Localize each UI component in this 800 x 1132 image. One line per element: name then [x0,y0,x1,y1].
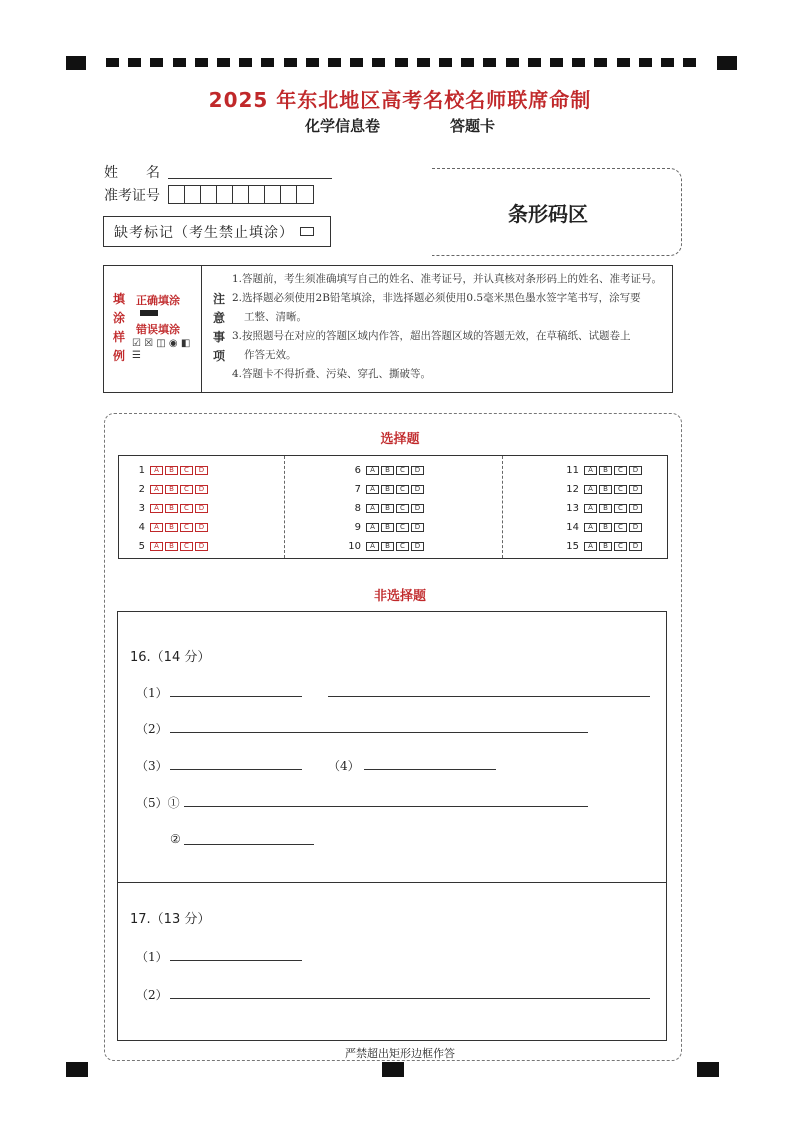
option-bubble-c[interactable]: C [614,504,627,513]
option-bubble-a[interactable]: A [366,523,379,532]
page-subtitle [0,115,800,136]
option-bubble-b[interactable]: B [165,466,178,475]
question-number: 2 [138,483,145,495]
choice-question-13 [563,502,644,514]
instructions-panel [103,265,673,393]
timing-mark [395,58,408,67]
heading-char: 填 [112,292,125,306]
timing-mark [128,58,141,67]
timing-mark [439,58,452,67]
timing-mark [528,58,541,67]
choice-question-14 [563,521,644,533]
choice-question-4 [129,521,210,533]
question-16-title: 16.（14 分） [130,650,211,665]
q17-part-label: （1） [136,950,168,964]
option-bubble-b[interactable]: B [381,542,394,551]
option-bubble-d[interactable]: D [629,504,642,513]
exam-id-digit-box[interactable] [265,186,281,203]
option-bubble-b[interactable]: B [165,542,178,551]
option-bubble-c[interactable]: C [180,485,193,494]
question-number: 3 [138,502,145,514]
option-bubble-d[interactable]: D [629,466,642,475]
timing-mark [150,58,163,67]
option-bubble-d[interactable]: D [195,542,208,551]
option-bubble-b[interactable]: B [381,504,394,513]
option-bubble-a[interactable]: A [150,485,163,494]
timing-mark [639,58,652,67]
option-bubble-b[interactable]: B [599,504,612,513]
option-bubble-a[interactable]: A [150,523,163,532]
q16-3-answer-line[interactable] [170,769,302,770]
question-number: 7 [354,483,361,495]
heading-char: 注 [212,292,225,306]
question-number: 1 [138,464,145,476]
choice-question-8 [345,502,426,514]
option-bubble-a[interactable]: A [584,504,597,513]
choice-question-3 [129,502,210,514]
timing-mark [106,58,119,67]
option-bubble-c[interactable]: C [180,504,193,513]
notice-item: 4.答题卡不得折叠、污染、穿孔、撕破等。 [232,368,432,380]
question-divider [118,882,666,883]
timing-mark [461,58,474,67]
exam-id-boxes[interactable] [168,185,314,204]
choice-question-5 [129,540,210,552]
footer-warning: 严禁超出矩形边框作答 [345,1047,455,1060]
choice-question-2 [129,483,210,495]
name-label: 姓 名 [104,165,160,181]
choice-question-10 [345,540,426,552]
option-bubble-d[interactable]: D [411,542,424,551]
wrong-fill-samples: ☑ ☒ ◫ ◉ ◧ ☰ [132,338,191,361]
option-bubble-b[interactable]: B [599,523,612,532]
option-bubble-b[interactable]: B [165,523,178,532]
question-number: 4 [138,521,145,533]
notice-list [232,270,672,384]
option-bubble-c[interactable]: C [396,542,409,551]
timing-mark [417,58,430,67]
option-bubble-d[interactable]: D [629,523,642,532]
option-bubble-b[interactable]: B [165,485,178,494]
heading-char: 涂 [112,311,125,325]
absent-mark-box [103,216,331,247]
option-bubble-d[interactable]: D [195,466,208,475]
option-bubble-c[interactable]: C [396,466,409,475]
timing-marks-top [66,58,736,70]
heading-char: 样 [112,330,125,344]
exam-id-digit-box[interactable] [201,186,217,203]
timing-mark [261,58,274,67]
timing-mark [195,58,208,67]
notice-heading [212,290,226,366]
option-bubble-c[interactable]: C [396,523,409,532]
question-number: 6 [354,464,361,476]
q16-5-2-answer-line[interactable] [184,844,314,845]
option-bubble-d[interactable]: D [411,504,424,513]
question-number: 15 [566,540,579,552]
notice-item: 1.答题前，考生须准确填写自己的姓名、准考证号，并认真核对条形码上的姓名、准考证号。 [232,273,663,285]
absent-mark-label: 缺考标记（考生禁止填涂） [114,224,294,241]
notice-item: 3.按照题号在对应的答题区域内作答，超出答题区域的答题无效，在草稿纸、试题卷上 [232,330,631,342]
notice-item: 作答无效。 [244,349,297,361]
option-bubble-c[interactable]: C [614,485,627,494]
timing-mark [328,58,341,67]
notice-item: 2.选择题必须使用2B铅笔填涂，非选择题必须使用0.5毫米黑色墨水签字笔书写，涂写要 [232,292,641,304]
registration-mark-bottom-right [697,1062,719,1077]
q16-part-label: （2） [136,722,168,736]
page-title: 2025 年东北地区高考名校名师联席命制 [208,88,592,112]
option-bubble-b[interactable]: B [599,542,612,551]
timing-mark [372,58,385,67]
choice-question-1 [129,464,210,476]
choice-grid [118,455,668,559]
exam-id-digit-box[interactable] [249,186,265,203]
q16-5-1-answer-line[interactable] [184,806,588,807]
q16-part-label: （5）① [136,796,180,810]
card-label: 答题卡 [450,117,496,135]
timing-mark [661,58,674,67]
timing-mark [572,58,585,67]
fill-sample-heading [112,290,126,366]
exam-id-digit-box[interactable] [185,186,201,203]
column-divider [284,456,285,558]
q17-1-answer-line[interactable] [170,960,302,961]
correct-fill-sample [140,310,158,316]
option-bubble-d[interactable]: D [411,485,424,494]
q16-1-answer-line-b[interactable] [328,696,650,697]
timing-mark [239,58,252,67]
option-bubble-a[interactable]: A [150,466,163,475]
timing-mark [550,58,563,67]
option-bubble-a[interactable]: A [366,485,379,494]
timing-mark [173,58,186,67]
exam-id-digit-box[interactable] [297,186,313,203]
option-bubble-d[interactable]: D [411,466,424,475]
question-number: 12 [566,483,579,495]
option-bubble-a[interactable]: A [366,542,379,551]
absent-mark-checkbox[interactable] [300,227,314,236]
timing-mark [483,58,496,67]
option-bubble-d[interactable]: D [195,504,208,513]
timing-mark [506,58,519,67]
choice-question-15 [563,540,644,552]
option-bubble-c[interactable]: C [614,466,627,475]
question-number: 13 [566,502,579,514]
question-number: 5 [138,540,145,552]
option-bubble-c[interactable]: C [614,542,627,551]
exam-id-digit-box[interactable] [169,186,185,203]
option-bubble-c[interactable]: C [180,542,193,551]
heading-char: 例 [112,349,125,363]
question-number: 14 [566,521,579,533]
option-bubble-b[interactable]: B [381,466,394,475]
option-bubble-a[interactable]: A [584,523,597,532]
barcode-label: 条形码区 [508,202,588,226]
question-17-title: 17.（13 分） [130,912,211,927]
q17-part-label: （2） [136,988,168,1002]
choice-question-6 [345,464,426,476]
heading-char: 事 [212,330,225,344]
question-number: 10 [348,540,361,552]
q16-4-answer-line[interactable] [364,769,496,770]
question-number: 9 [354,521,361,533]
timing-mark [217,58,230,67]
q16-part-label: ② [170,832,181,846]
correct-fill-label: 正确填涂 [136,294,180,307]
option-bubble-d[interactable]: D [195,523,208,532]
q16-1-answer-line-a[interactable] [170,696,302,697]
q17-2-answer-line[interactable] [170,998,650,999]
q16-2-answer-line[interactable] [170,732,588,733]
option-bubble-b[interactable]: B [599,485,612,494]
option-bubble-a[interactable]: A [584,542,597,551]
exam-id-digit-box[interactable] [217,186,233,203]
option-bubble-b[interactable]: B [381,485,394,494]
wrong-fill-label: 错误填涂 [136,323,180,336]
option-bubble-c[interactable]: C [396,504,409,513]
question-number: 8 [354,502,361,514]
option-bubble-a[interactable]: A [150,542,163,551]
q16-part-label: （4） [328,759,360,773]
choice-section-title: 选择题 [380,432,420,447]
notice-item: 工整、清晰。 [244,311,307,323]
choice-question-11 [563,464,644,476]
timing-mark [350,58,363,67]
question-number: 11 [566,464,579,476]
option-bubble-a[interactable]: A [584,466,597,475]
timing-mark [284,58,297,67]
option-bubble-b[interactable]: B [599,466,612,475]
choice-question-12 [563,483,644,495]
subject-label: 化学信息卷 [304,117,380,135]
choice-question-9 [345,521,426,533]
timing-mark [617,58,630,67]
option-bubble-c[interactable]: C [396,485,409,494]
nonchoice-answer-box [117,611,667,1041]
timing-mark [306,58,319,67]
exam-id-digit-box[interactable] [281,186,297,203]
option-bubble-d[interactable]: D [411,523,424,532]
heading-char: 项 [212,349,225,363]
option-bubble-a[interactable]: A [584,485,597,494]
panel-divider [201,266,202,392]
option-bubble-d[interactable]: D [629,542,642,551]
option-bubble-c[interactable]: C [180,523,193,532]
timing-mark [683,58,696,67]
exam-id-label: 准考证号 [104,188,160,204]
option-bubble-b[interactable]: B [381,523,394,532]
option-bubble-d[interactable]: D [195,485,208,494]
q16-part-label: （1） [136,686,168,700]
option-bubble-a[interactable]: A [150,504,163,513]
name-field[interactable] [168,178,332,179]
option-bubble-b[interactable]: B [165,504,178,513]
exam-id-digit-box[interactable] [233,186,249,203]
option-bubble-a[interactable]: A [366,504,379,513]
nonchoice-section-title: 非选择题 [373,589,426,604]
option-bubble-c[interactable]: C [614,523,627,532]
q16-part-label: （3） [136,759,168,773]
registration-mark-bottom-left [66,1062,88,1077]
registration-mark-bottom-center [382,1062,404,1077]
timing-mark [594,58,607,67]
heading-char: 意 [212,311,225,325]
option-bubble-c[interactable]: C [180,466,193,475]
choice-question-7 [345,483,426,495]
option-bubble-a[interactable]: A [366,466,379,475]
option-bubble-d[interactable]: D [629,485,642,494]
column-divider [502,456,503,558]
